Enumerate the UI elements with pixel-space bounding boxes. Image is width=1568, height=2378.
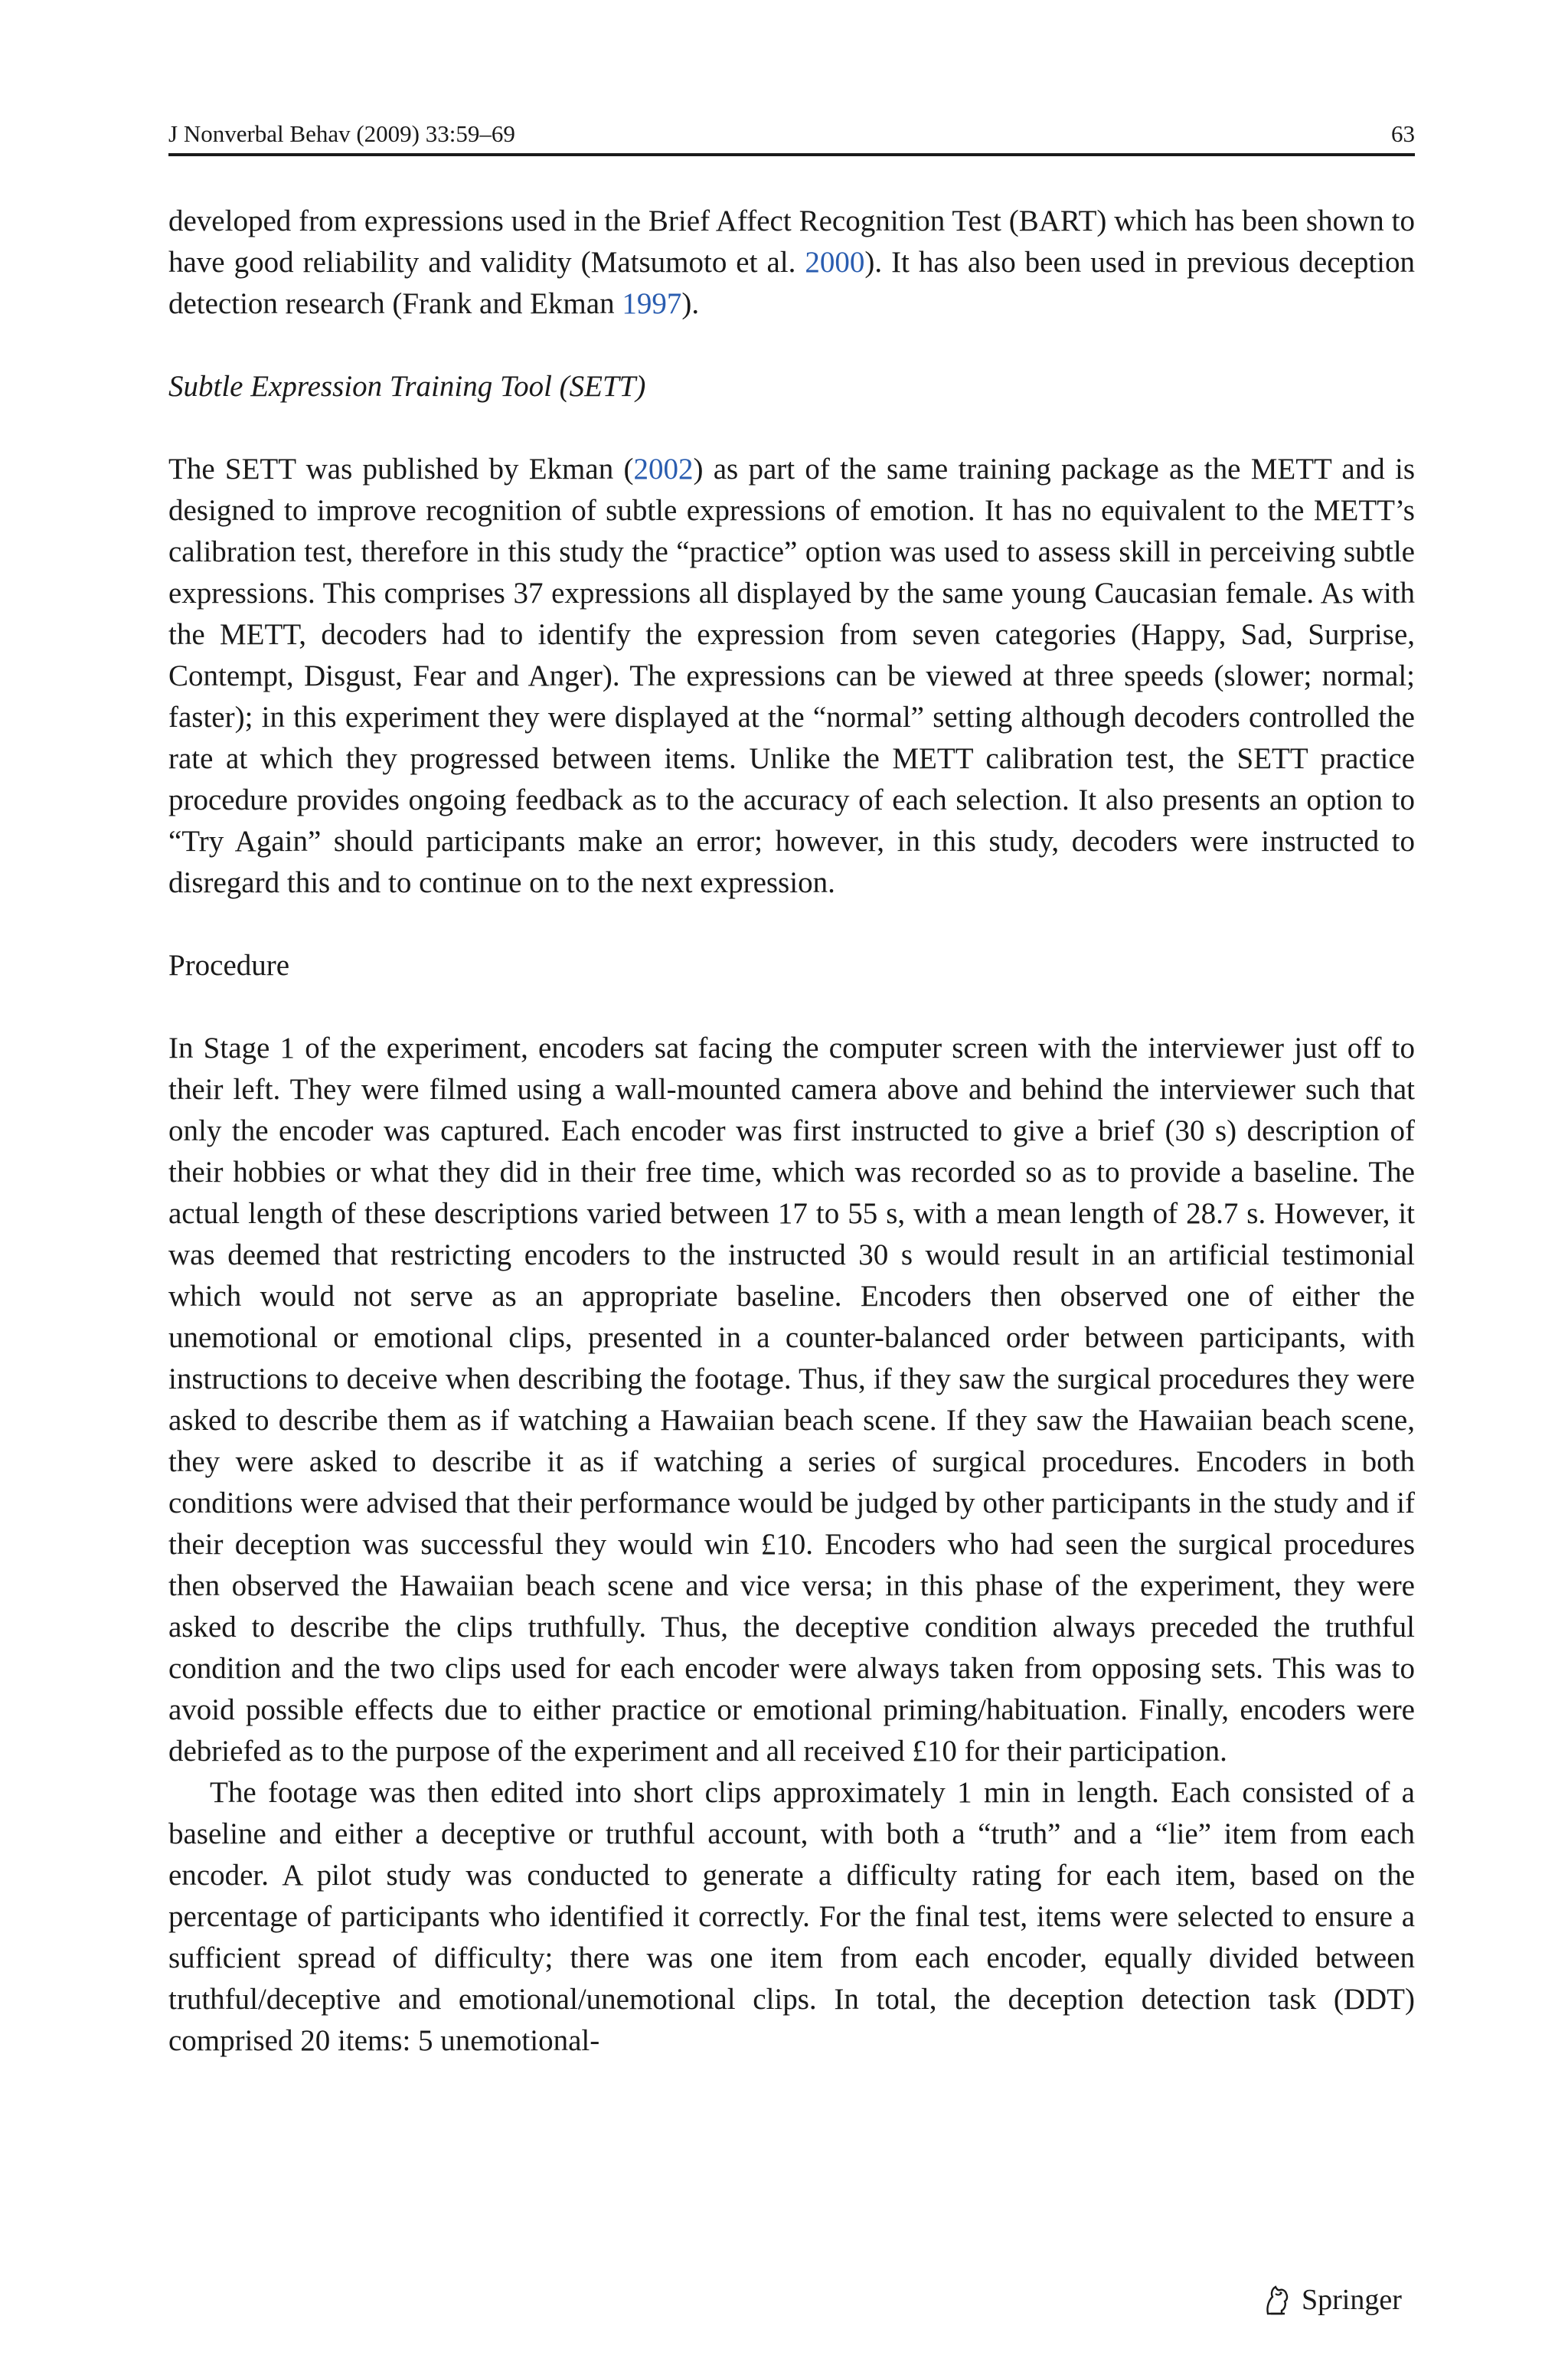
journal-citation: J Nonverbal Behav (2009) 33:59–69 xyxy=(168,120,515,147)
page-number: 63 xyxy=(1391,120,1415,147)
springer-horse-icon xyxy=(1262,2283,1292,2317)
text-run: developed from expressions used in the Brief Affect Recognition Test (BART) which has been shown to have good reliability and validity (Matsumoto et al. xyxy=(168,204,1415,279)
citation-link-2000[interactable]: 2000 xyxy=(805,246,865,279)
section-heading-procedure: Procedure xyxy=(168,949,290,982)
citation-link-1997[interactable]: 1997 xyxy=(622,287,682,320)
publisher-name: Springer xyxy=(1302,2284,1402,2316)
running-head xyxy=(168,115,1415,156)
citation-link-2002[interactable]: 2002 xyxy=(633,453,694,486)
paragraph-procedure-stage1: In Stage 1 of the experiment, encoders sat facing the computer screen with the interviewer just off to their left. They were filmed using a wall-mounted camera above and behind the interviewer such that only the encoder was captured. Each encoder was first instructed to give a brief (30 s) description of their hobbies or what they did in their free time, which was recorded so as to provide a baseline. The actual length of these descriptions varied between 17 to 55 s, with a mean length of 28.7 s. However, it was deemed that restricting encoders to the instructed 30 s would result in an artificial testimonial which would not serve as an appropriate baseline. Encoders then observed one of either the unemotional or emotional clips, presented in a counter-balanced order between participants, with instructions to deceive when describing the footage. Thus, if they saw the surgical procedures they were asked to describe them as if watching a Hawaiian beach scene. If they saw the Hawaiian beach scene, they were asked to describe it as if watching a series of surgical procedures. Encoders in both conditions were advised that their performance would be judged by other participants in the study and if their deception was successful they would win £10. Encoders who had seen the surgical procedures then observed the Hawaiian beach scene and vice versa; in this phase of the experiment, they were asked to describe the clips truthfully. Thus, the deceptive condition always preceded the truthful condition and the two clips used for each encoder were always taken from opposing sets. This was to avoid possible effects due to either practice or emotional priming/habituation. Finally, encoders were debriefed as to the purpose of the experiment and all received £10 for their participation. xyxy=(168,1032,1415,1768)
text-run: The SETT was published by Ekman ( xyxy=(168,453,634,486)
paragraph-sett xyxy=(168,449,1415,904)
text-run: ). It has also been used in previous deception detection research (Frank and Ekman xyxy=(168,246,1415,320)
text-run: ) as part of the same training package as the METT and is designed to improve recognition of subtle expressions of emotion. It has no equivalent to the METT’s calibration test, therefore in this study the “practice” option was used to assess skill in perceiving subtle expressions. This comprises 37 expressions all displayed by the same young Caucasian female. As with the METT, decoders had to identify the expression from seven categories (Happy, Sad, Surprise, Contempt, Disgust, Fear and Anger). The expressions can be viewed at three speeds (slower; normal; faster); in this experiment they were displayed at the “normal” setting although decoders controlled the rate at which they progressed between items. Unlike the METT calibration test, the SETT practice procedure provides ongoing feedback as to the accuracy of each selection. It also presents an option to “Try Again” should participants make an error; however, in this study, decoders were instructed to disregard this and to continue on to the next expression. xyxy=(168,453,1415,899)
paragraph-footage: The footage was then edited into short clips approximately 1 min in length. Each consisted of a baseline and either a deceptive or truthful account, with both a “truth” and a “lie” item from each encoder. A pilot study was conducted to generate a difficulty rating for each item, based on the percentage of participants who identified it correctly. For the final test, items were selected to ensure a sufficient spread of difficulty; there was one item from each encoder, equally divided between truthful/deceptive and emotional/unemotional clips. In total, the deception detection task (DDT) comprised 20 items: 5 unemotional- xyxy=(168,1776,1415,2057)
text-run: ). xyxy=(681,287,700,320)
publisher-logo xyxy=(1262,2280,1402,2320)
body-text xyxy=(168,201,1415,2062)
section-heading-sett: Subtle Expression Training Tool (SETT) xyxy=(168,370,646,403)
paragraph-bart xyxy=(168,201,1415,325)
